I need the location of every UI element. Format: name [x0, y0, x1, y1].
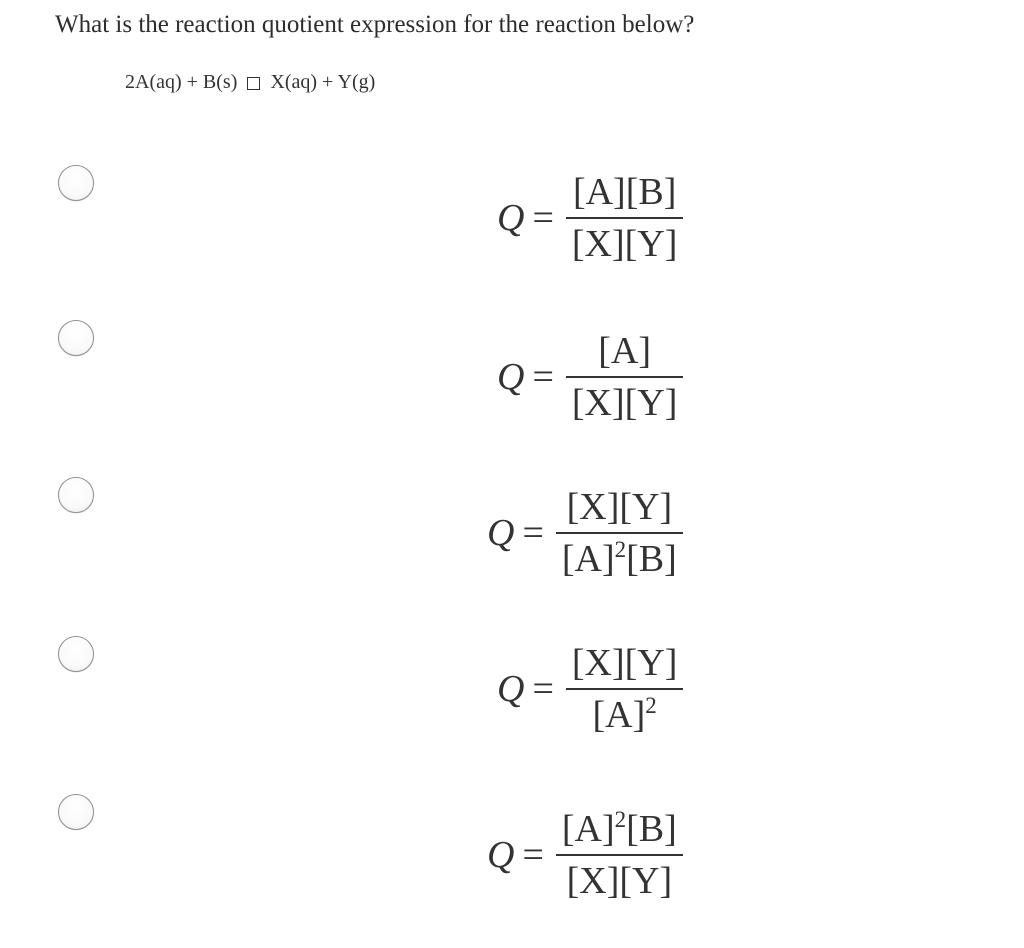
q-symbol: Q [497, 668, 525, 710]
missing-arrow-box-icon [247, 77, 260, 90]
fraction [566, 329, 684, 425]
fraction [556, 485, 683, 581]
fraction [556, 807, 683, 903]
equals-sign: = [532, 197, 554, 239]
fraction-bar [556, 532, 683, 534]
q-symbol: Q [487, 834, 515, 876]
q-symbol: Q [497, 356, 525, 398]
numerator: [A][B] [572, 171, 677, 213]
radio-button-option-1[interactable] [58, 165, 94, 201]
denominator-base: [A] [592, 694, 646, 736]
fraction-bar [566, 217, 684, 219]
numerator-base: [A] [561, 808, 615, 850]
formula-option-4 [497, 641, 683, 737]
fraction-bar [566, 688, 684, 690]
fraction [566, 641, 684, 737]
numerator: [X][Y] [566, 486, 673, 528]
denominator: [X][Y] [571, 382, 678, 424]
radio-button-option-4[interactable] [58, 636, 94, 672]
radio-button-option-5[interactable] [58, 794, 94, 830]
reaction-equation [125, 68, 375, 96]
reaction-reactants: 2A(aq) + B(s) [125, 71, 238, 93]
q-symbol: Q [487, 512, 515, 554]
question-text: What is the reaction quotient expression for the reaction below? [55, 11, 695, 38]
reaction-products: X(aq) + Y(g) [270, 71, 376, 93]
answer-option-3 [0, 461, 1024, 591]
exponent: 2 [614, 807, 627, 832]
numerator: [A] [598, 330, 652, 372]
denominator: [X][Y] [571, 223, 678, 265]
denominator-rest: [B] [626, 538, 677, 580]
formula-option-2 [497, 329, 683, 425]
numerator: [X][Y] [571, 642, 678, 684]
q-symbol: Q [497, 197, 525, 239]
equals-sign: = [522, 512, 544, 554]
equals-sign: = [532, 356, 554, 398]
denominator [587, 693, 663, 737]
radio-button-option-2[interactable] [58, 320, 94, 356]
radio-button-option-3[interactable] [58, 477, 94, 513]
denominator [556, 537, 683, 581]
answer-option-4 [0, 617, 1024, 747]
answer-option-1 [0, 150, 1024, 280]
denominator-base: [A] [561, 538, 615, 580]
numerator [556, 807, 683, 851]
equals-sign: = [522, 834, 544, 876]
fraction-bar [556, 854, 683, 856]
answer-option-2 [0, 305, 1024, 435]
formula-option-5 [487, 807, 683, 903]
formula-option-3 [487, 485, 683, 581]
numerator-rest: [B] [626, 808, 677, 850]
formula-option-1 [497, 170, 683, 266]
exponent: 2 [614, 537, 627, 562]
exponent: 2 [645, 693, 657, 718]
answer-option-5 [0, 778, 1024, 908]
denominator: [X][Y] [566, 860, 673, 902]
fraction-bar [566, 376, 684, 378]
equals-sign: = [532, 668, 554, 710]
fraction [566, 170, 684, 266]
